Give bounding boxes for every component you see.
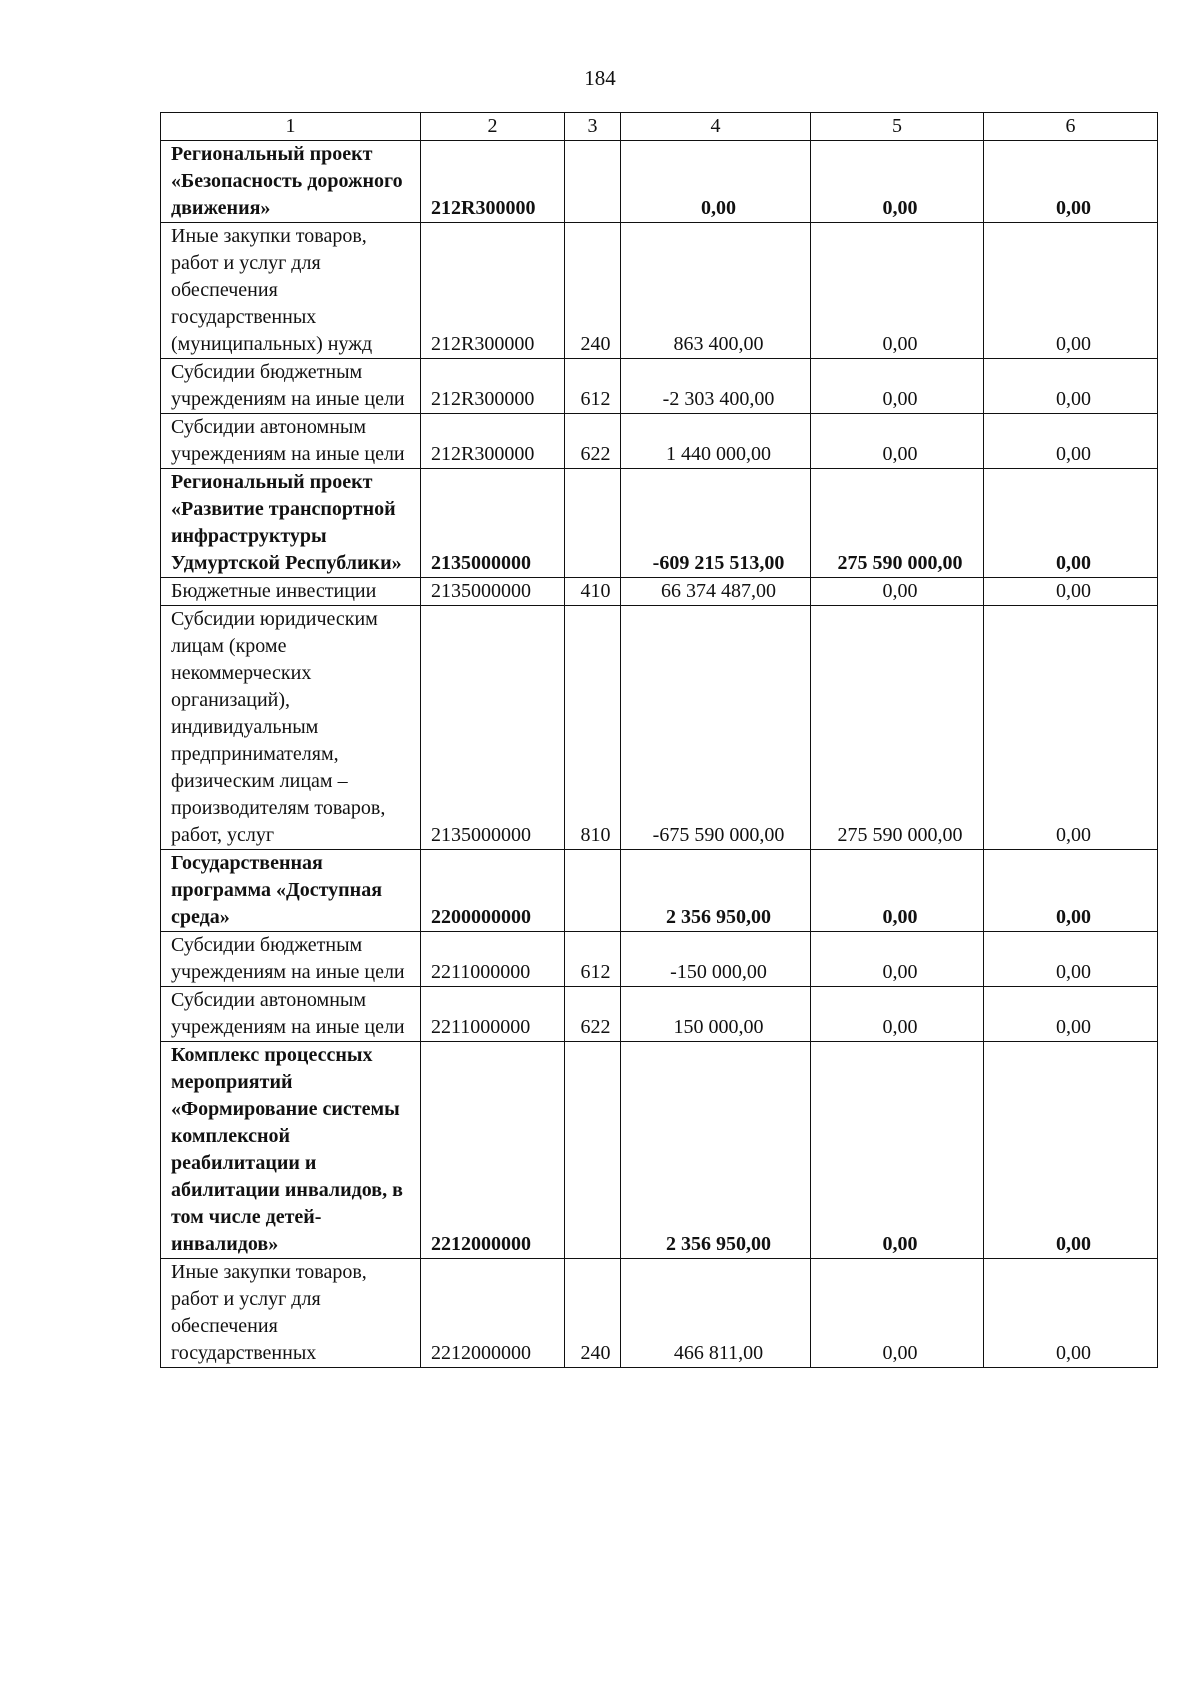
row-code-cell: 212R300000 [421, 359, 565, 414]
row-name-cell: Бюджетные инвестиции [161, 578, 421, 606]
row-amount-col6-cell: 0,00 [984, 578, 1158, 606]
row-code-cell: 2211000000 [421, 932, 565, 987]
row-expense-type-cell: 612 [565, 359, 621, 414]
row-amount-col6-cell: 0,00 [984, 606, 1158, 850]
column-header-1: 1 [161, 113, 421, 141]
row-amount-col4-cell: 2 356 950,00 [621, 1042, 811, 1259]
table-row [161, 578, 1158, 606]
table-row [161, 987, 1158, 1042]
row-amount-col5-cell: 0,00 [811, 850, 984, 932]
row-amount-col5-cell: 0,00 [811, 932, 984, 987]
row-amount-col4-cell: 0,00 [621, 141, 811, 223]
row-amount-col4-cell: 466 811,00 [621, 1259, 811, 1368]
table-row [161, 414, 1158, 469]
row-code-cell: 2135000000 [421, 578, 565, 606]
row-amount-col6-cell: 0,00 [984, 359, 1158, 414]
row-amount-col5-cell: 0,00 [811, 987, 984, 1042]
page-number: 184 [584, 66, 616, 90]
row-amount-col6-cell: 0,00 [984, 141, 1158, 223]
row-amount-col5-cell: 0,00 [811, 414, 984, 469]
row-name-cell: Государственная программа «Доступная среда» [161, 850, 421, 932]
row-code-cell: 2211000000 [421, 987, 565, 1042]
row-name-cell: Иные закупки товаров, работ и услуг для обеспечения государственных (муниципальных) нужд [161, 223, 421, 359]
row-amount-col5-cell: 0,00 [811, 359, 984, 414]
row-amount-col5-cell: 0,00 [811, 1042, 984, 1259]
row-amount-col6-cell: 0,00 [984, 414, 1158, 469]
budget-table [160, 112, 1158, 1368]
row-amount-col5-cell: 0,00 [811, 223, 984, 359]
column-header-3: 3 [565, 113, 621, 141]
row-name-cell: Иные закупки товаров, работ и услуг для обеспечения государственных [161, 1259, 421, 1368]
row-amount-col4-cell: -2 303 400,00 [621, 359, 811, 414]
table-row [161, 1259, 1158, 1368]
row-code-cell: 212R300000 [421, 141, 565, 223]
row-amount-col5-cell: 275 590 000,00 [811, 469, 984, 578]
table-row [161, 606, 1158, 850]
row-amount-col5-cell: 275 590 000,00 [811, 606, 984, 850]
row-amount-col5-cell: 0,00 [811, 578, 984, 606]
row-amount-col6-cell: 0,00 [984, 850, 1158, 932]
row-amount-col4-cell: -609 215 513,00 [621, 469, 811, 578]
row-expense-type-cell: 622 [565, 987, 621, 1042]
row-amount-col6-cell: 0,00 [984, 223, 1158, 359]
row-amount-col6-cell: 0,00 [984, 1042, 1158, 1259]
row-expense-type-cell [565, 469, 621, 578]
table-row [161, 1042, 1158, 1259]
row-expense-type-cell: 240 [565, 223, 621, 359]
row-expense-type-cell: 622 [565, 414, 621, 469]
row-name-cell: Комплекс процессных мероприятий «Формирование системы комплексной реабилитации и абилитации инвалидов, в том числе детей-инвалидов» [161, 1042, 421, 1259]
table-row [161, 223, 1158, 359]
table-row [161, 469, 1158, 578]
row-name-cell: Субсидии бюджетным учреждениям на иные цели [161, 359, 421, 414]
row-amount-col4-cell: 1 440 000,00 [621, 414, 811, 469]
row-code-cell: 212R300000 [421, 414, 565, 469]
row-name-cell: Субсидии автономным учреждениям на иные цели [161, 414, 421, 469]
row-amount-col6-cell: 0,00 [984, 932, 1158, 987]
column-number-row [161, 113, 1158, 141]
row-code-cell: 2212000000 [421, 1259, 565, 1368]
row-code-cell: 2200000000 [421, 850, 565, 932]
row-amount-col6-cell: 0,00 [984, 987, 1158, 1042]
row-expense-type-cell [565, 850, 621, 932]
row-name-cell: Субсидии автономным учреждениям на иные цели [161, 987, 421, 1042]
table-row [161, 932, 1158, 987]
row-code-cell: 2135000000 [421, 606, 565, 850]
row-expense-type-cell [565, 141, 621, 223]
row-expense-type-cell: 410 [565, 578, 621, 606]
row-amount-col5-cell: 0,00 [811, 141, 984, 223]
column-header-5: 5 [811, 113, 984, 141]
row-expense-type-cell [565, 1042, 621, 1259]
row-amount-col4-cell: -150 000,00 [621, 932, 811, 987]
row-name-cell: Субсидии бюджетным учреждениям на иные цели [161, 932, 421, 987]
row-code-cell: 212R300000 [421, 223, 565, 359]
row-expense-type-cell: 810 [565, 606, 621, 850]
row-name-cell: Региональный проект «Развитие транспортной инфраструктуры Удмуртской Республики» [161, 469, 421, 578]
column-header-4: 4 [621, 113, 811, 141]
column-header-6: 6 [984, 113, 1158, 141]
row-code-cell: 2135000000 [421, 469, 565, 578]
table-row [161, 850, 1158, 932]
row-code-cell: 2212000000 [421, 1042, 565, 1259]
row-expense-type-cell: 612 [565, 932, 621, 987]
row-amount-col4-cell: 150 000,00 [621, 987, 811, 1042]
column-header-2: 2 [421, 113, 565, 141]
row-amount-col4-cell: -675 590 000,00 [621, 606, 811, 850]
row-amount-col4-cell: 863 400,00 [621, 223, 811, 359]
table-row [161, 141, 1158, 223]
table-row [161, 359, 1158, 414]
row-name-cell: Региональный проект «Безопасность дорожного движения» [161, 141, 421, 223]
row-amount-col4-cell: 66 374 487,00 [621, 578, 811, 606]
row-amount-col6-cell: 0,00 [984, 469, 1158, 578]
row-amount-col4-cell: 2 356 950,00 [621, 850, 811, 932]
row-name-cell: Субсидии юридическим лицам (кроме некоммерческих организаций), индивидуальным предпринимателям, физическим лицам – производителям товаров, работ, услуг [161, 606, 421, 850]
row-amount-col6-cell: 0,00 [984, 1259, 1158, 1368]
row-expense-type-cell: 240 [565, 1259, 621, 1368]
row-amount-col5-cell: 0,00 [811, 1259, 984, 1368]
